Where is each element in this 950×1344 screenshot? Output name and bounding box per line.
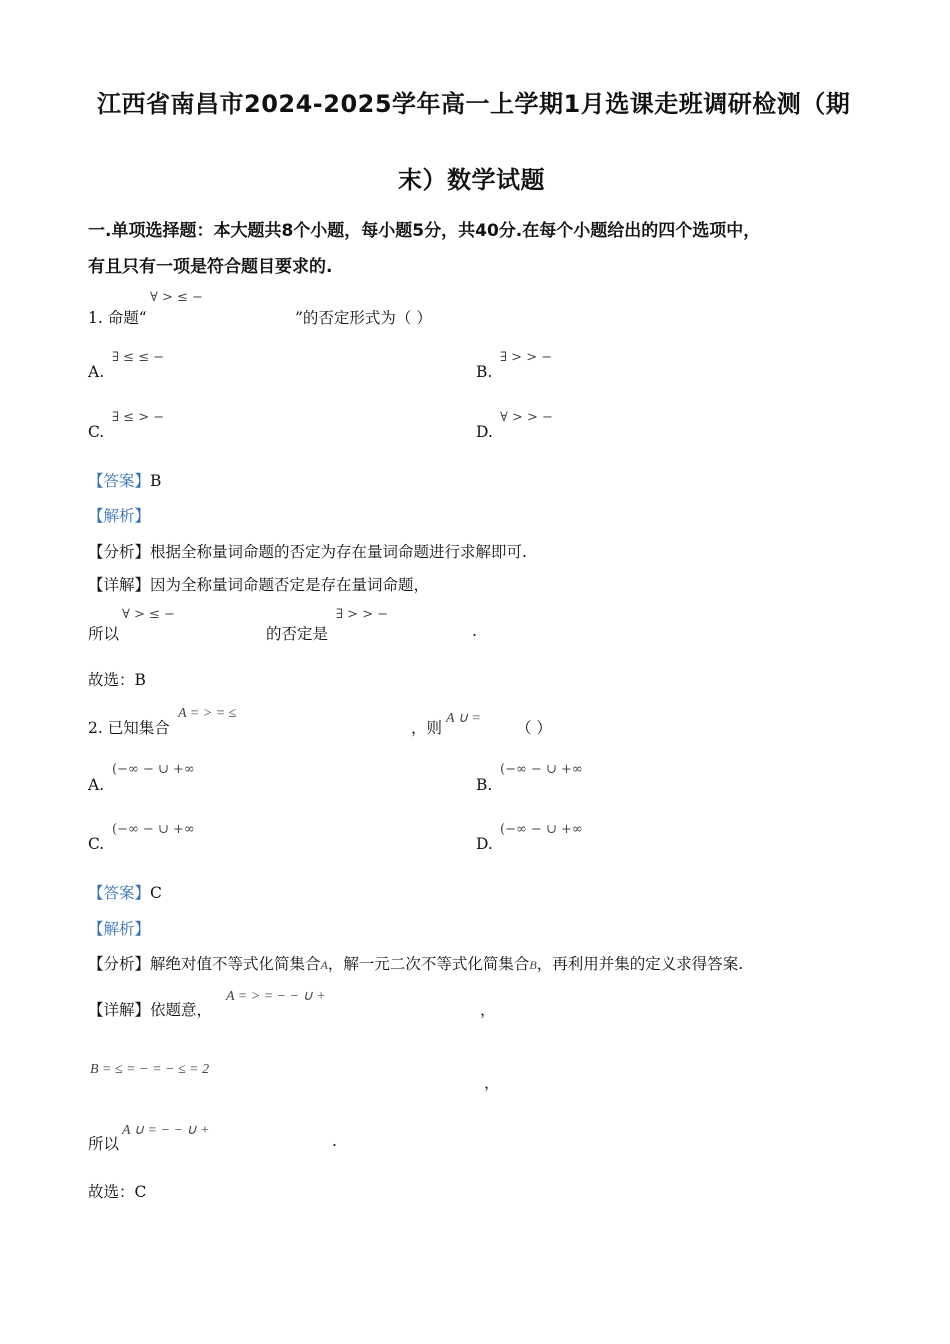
xiangjie-text: 依题意， [150,1001,213,1019]
xiangjie-tag: 【详解】 [88,1001,151,1019]
q2-stem-prefix: 2. 已知集合 [88,719,170,737]
q1-option-a-label: A. [88,363,105,381]
q1-stem-prefix: 1. 命题“ [88,309,147,327]
q1-xiangjie [88,573,429,595]
page-title-line1: 江西省南昌市2024-2025学年高一上学期1月选课走班调研检测（期 [97,90,851,118]
q2-eq3-period: . [332,1132,337,1150]
q2-eq1-comma: ， [480,1001,496,1019]
fenxi-text: 根据全称量词命题的否定为存在量词命题进行求解即可. [150,543,527,561]
q2-analysis-tag: 【解析】 [88,920,151,938]
q2-answer [88,881,162,903]
q1-guxuan: 故选：B [88,671,146,689]
q1-period: . [472,622,477,640]
q2-option-a-label: A. [88,776,105,794]
q2-option-d-math: (−∞ − ∪ +∞ [500,822,583,837]
q2-eq1: A = > = − − ∪ + [226,989,326,1004]
q2-stem-math2: A ∪ = [446,711,481,726]
xiangjie-text: 因为全称量词命题否定是存在量词命题， [150,576,430,594]
q2-fenxi [88,952,743,974]
section-header-line1: 一.单项选择题：本大题共8个小题，每小题5分，共40分.在每个小题给出的四个选项中， [88,221,761,241]
q2-option-a-math: (−∞ − ∪ +∞ [112,762,195,777]
q2-stem-mid: ，则 [411,719,443,737]
xiangjie-tag: 【详解】 [88,576,151,594]
q1-fouding: 的否定是 [266,625,329,643]
q2-eq2-comma: ， [484,1074,500,1092]
q1-option-d-math: ∀ > > − [500,410,553,425]
q2-option-c-label: C. [88,835,105,853]
q1-option-c-math: ∃ ≤ > − [112,410,165,425]
q2-option-b-label: B. [476,776,493,794]
q2-option-d-label: D. [476,835,493,853]
q2-eq2: B = ≤ = − = − ≤ = 2 [90,1062,210,1077]
q1-suoyi: 所以 [88,625,120,643]
q2-eq3: A ∪ = − − ∪ + [122,1123,210,1138]
answer-tag: 【答案】 [88,884,151,902]
q1-option-c-label: C. [88,423,105,441]
q2-suoyi: 所以 [88,1135,120,1153]
q1-math-a: ∀ > ≤ − [122,607,175,622]
fenxi-set-a: A [320,958,328,972]
fenxi-text-1: 解绝对值不等式化简集合 [150,955,321,973]
q1-option-b-math: ∃ > > − [500,350,553,365]
fenxi-text-2: ，解一元二次不等式化简集合 [327,955,530,973]
fenxi-text-3: ，再利用并集的定义求得答案. [536,955,744,973]
q1-math-b: ∃ > > − [336,607,389,622]
q2-guxuan: 故选：C [88,1183,147,1201]
q1-option-b-label: B. [476,363,493,381]
fenxi-tag: 【分析】 [88,543,151,561]
q1-stem-math: ∀ > ≤ − [150,290,203,305]
q2-option-b-math: (−∞ − ∪ +∞ [500,762,583,777]
q2-option-c-math: (−∞ − ∪ +∞ [112,822,195,837]
q1-answer [88,469,161,491]
answer-value: B [150,472,162,490]
q1-stem-suffix: ”的否定形式为（ ） [295,309,432,327]
page-title-line2: 末）数学试题 [398,166,545,194]
q1-analysis-tag: 【解析】 [88,507,151,525]
section-header-line2: 有且只有一项是符合题目要求的. [88,257,333,277]
q2-stem-suffix: （ ） [516,719,552,737]
q2-stem-math: A = > = ≤ [178,706,237,721]
q1-option-a-math: ∃ ≤ ≤ − [112,350,165,365]
q2-xiangjie [88,998,212,1020]
q1-fenxi [88,540,527,562]
answer-value: C [150,884,162,902]
fenxi-set-b: B [529,958,537,972]
fenxi-tag: 【分析】 [88,955,151,973]
answer-tag: 【答案】 [88,472,151,490]
q1-option-d-label: D. [476,423,493,441]
